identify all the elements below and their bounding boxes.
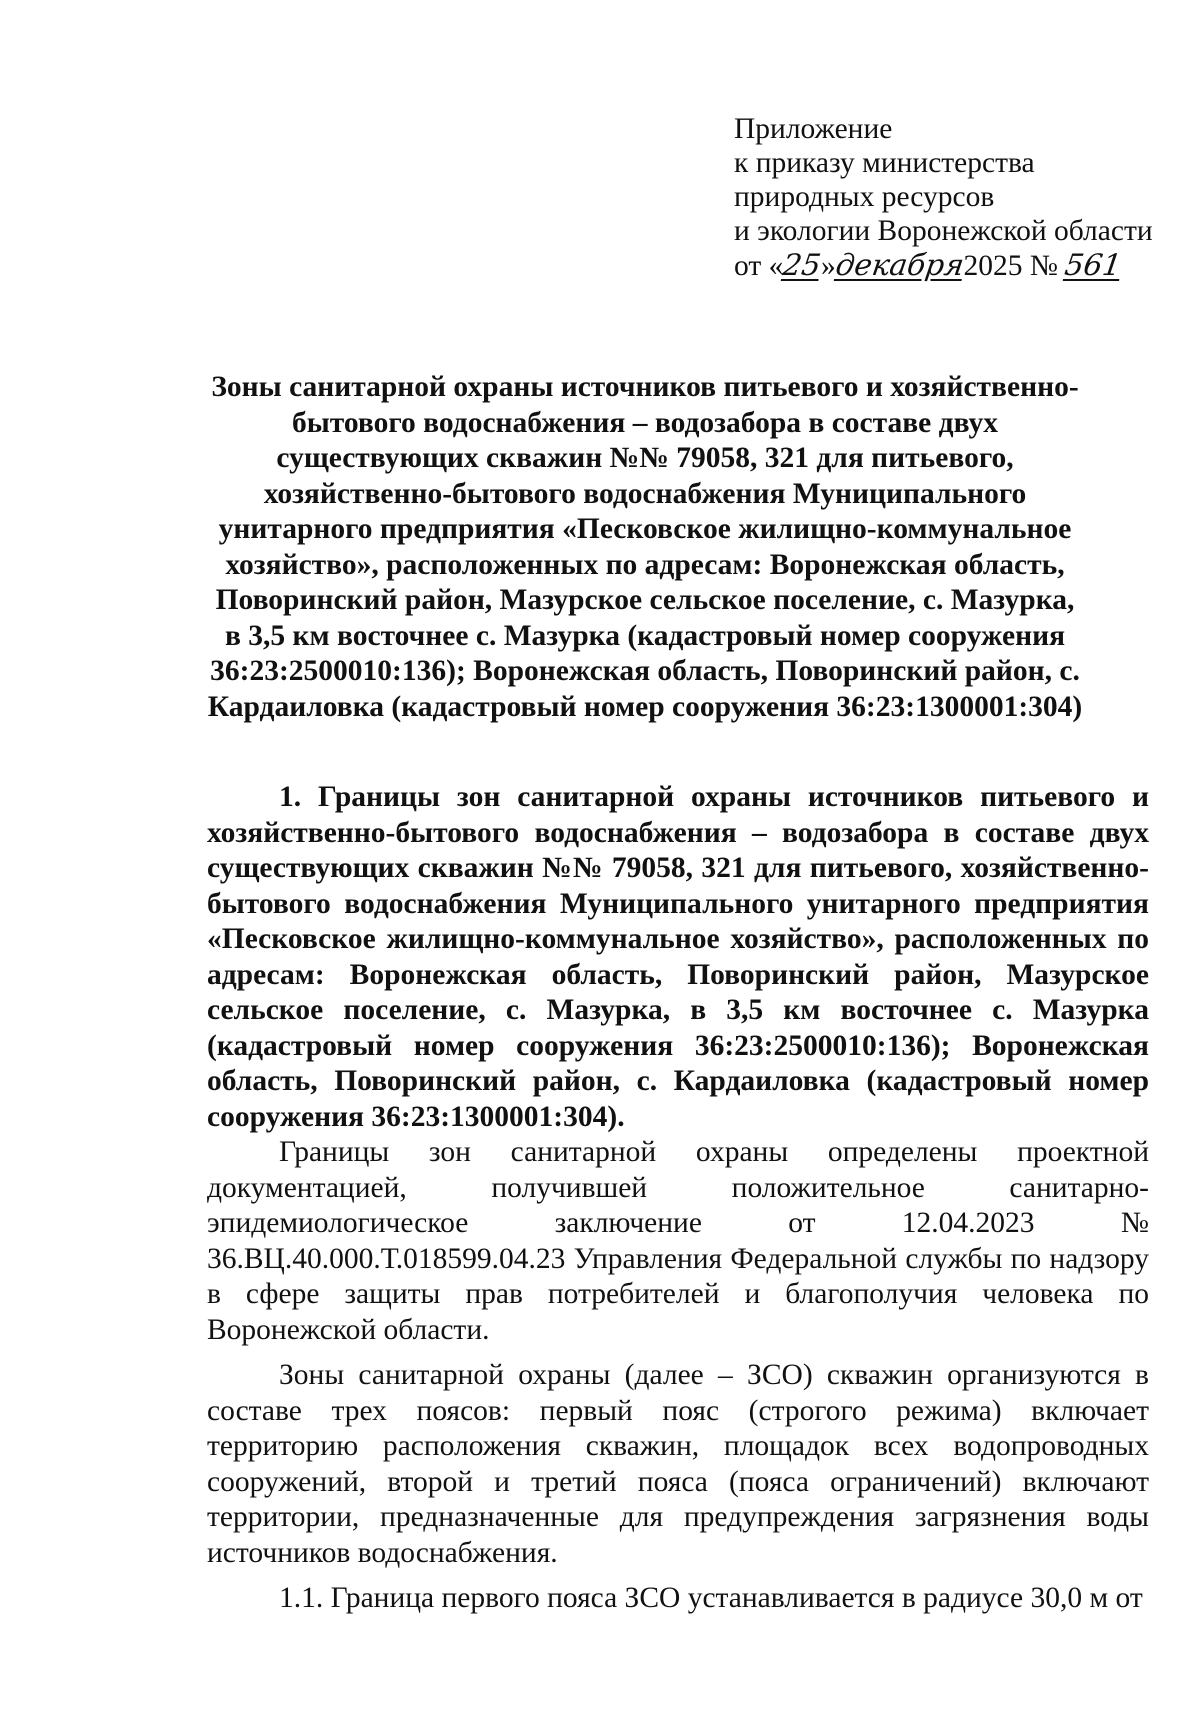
handwritten-month: декабря xyxy=(833,248,966,282)
year-label: 2025 № xyxy=(963,250,1058,282)
appendix-line-1: Приложение xyxy=(734,113,893,145)
paragraph-zones: Зоны санитарной охраны (далее – ЗСО) скважин организуются в составе трех поясов: первый пояс (строгого режима) включает территорию расположения скважин, площадок всех водопроводных сооружений, второй и третий пояса (пояса ограничений) включают территории, предназначенные для предупреждения загрязнения воды источников водоснабжения. xyxy=(207,1359,1149,1569)
appendix-line-2: к приказу министерства xyxy=(734,147,1035,179)
document-title: Зоны санитарной охраны источников питьевого и хозяйственно-бытового водоснабжения – водозабора в составе двух существующих скважин №№ 79058, 321 для питьевого, хозяйственно-бытового водоснабжения Муниципального унитарного предприятия «Песковское жилищно-коммунальное хозяйство», расположенных по адресам: Воронежская область, Поворинский район, Мазурское сельское поселение, с. Мазурка, в 3,5 км восточнее с. Мазурка (кадастровый номер сооружения 36:23:2500010:136); Воронежская область, Поворинский район, с. Кардаиловка (кадастровый номер сооружения 36:23:1300001:304) xyxy=(207,371,1083,723)
appendix-date-line xyxy=(734,248,1174,283)
appendix-line-4: и экологии Воронежской области xyxy=(734,215,1153,247)
date-mid: » xyxy=(820,250,836,282)
paragraph-first-belt: 1.1. Граница первого пояса ЗСО устанавливается в радиусе 30,0 м от xyxy=(279,1582,1143,1614)
section-1-heading: 1. Границы зон санитарной охраны источников питьевого и хозяйственно-бытового водоснабжения – водозабора в составе двух существующих скважин №№ 79058, 321 для питьевого, хозяйственно-бытового водоснабжения Муниципального унитарного предприятия «Песковское жилищно-коммунальное хозяйство», расположенных по адресам: Воронежская область, Поворинский район, Мазурское сельское поселение, с. Мазурка, в 3,5 км восточнее с. Мазурка (кадастровый номер сооружения 36:23:2500010:136); Воронежская область, Поворинский район, с. Кардаиловка (кадастровый номер сооружения 36:23:1300001:304). xyxy=(207,781,1149,1133)
appendix-block xyxy=(734,112,1174,283)
document-body xyxy=(207,780,1149,1617)
paragraph-boundaries: Границы зон санитарной охраны определены проектной документацией, получившей положительное санитарно-эпидемиологическое заключение от 12.04.2023 № 36.ВЦ.40.000.Т.018599.04.23 Управления Федеральной службы по надзору в сфере защиты прав потребителей и благополучия человека по Воронежской области. xyxy=(207,1136,1149,1346)
handwritten-day: 25 xyxy=(781,248,824,282)
handwritten-order-number: 561 xyxy=(1062,248,1125,282)
date-prefix: от « xyxy=(734,250,784,282)
appendix-line-3: природных ресурсов xyxy=(734,181,995,213)
